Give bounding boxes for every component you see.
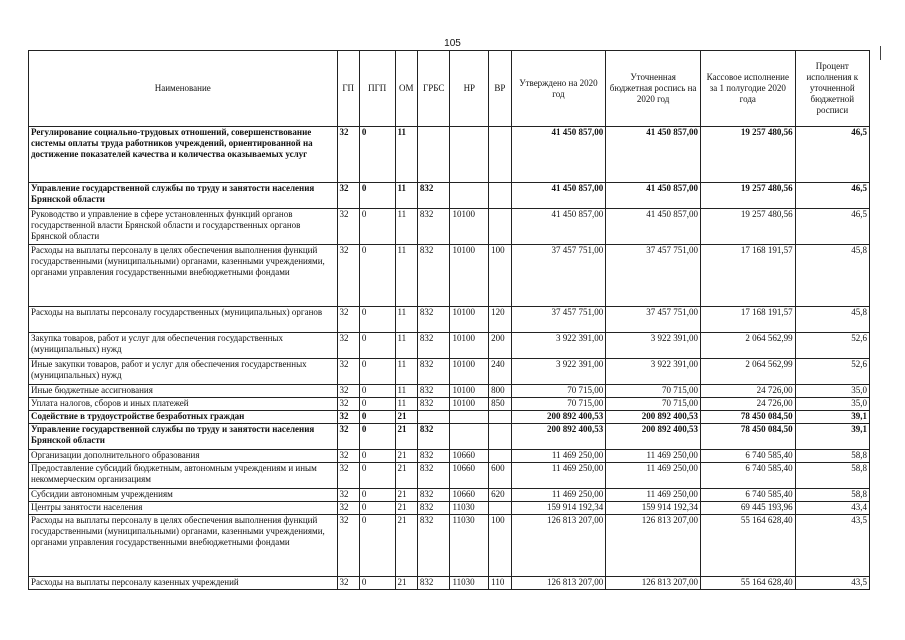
cell-cash: 24 726,00	[700, 398, 795, 411]
table-row	[29, 183, 870, 209]
cell-approved: 3 922 391,00	[511, 333, 606, 359]
cell-nr: 11030	[450, 577, 489, 590]
cell-grbs: 832	[417, 424, 450, 450]
cell-ppgp: 0	[359, 127, 395, 183]
cell-ppgp: 0	[359, 385, 395, 398]
cell-om: 11	[395, 183, 417, 209]
cell-approved: 70 715,00	[511, 385, 606, 398]
cell-refined: 126 813 207,00	[606, 577, 701, 590]
cell-approved: 200 892 400,53	[511, 411, 606, 424]
cell-grbs: 832	[417, 333, 450, 359]
cell-om: 11	[395, 209, 417, 245]
cell-percent: 58,8	[795, 463, 869, 489]
table-row	[29, 385, 870, 398]
header-name: Наименование	[29, 51, 338, 127]
table-row	[29, 398, 870, 411]
cell-nr: 10660	[450, 489, 489, 502]
cell-name: Субсидии автономным учреждениям	[29, 489, 338, 502]
page-number: 105	[444, 38, 461, 49]
cell-gp: 32	[337, 385, 359, 398]
cell-om: 11	[395, 398, 417, 411]
cell-gp: 32	[337, 424, 359, 450]
cell-nr: 10660	[450, 450, 489, 463]
cell-ppgp: 0	[359, 463, 395, 489]
cell-percent: 35,0	[795, 385, 869, 398]
cell-percent: 35,0	[795, 398, 869, 411]
cell-vr: 100	[489, 515, 511, 577]
table-row	[29, 463, 870, 489]
header-cash: Кассовое исполнение за 1 полугодие 2020 года	[700, 51, 795, 127]
cell-percent: 43,5	[795, 577, 869, 590]
cell-gp: 32	[337, 245, 359, 307]
cell-gp: 32	[337, 489, 359, 502]
cell-refined: 41 450 857,00	[606, 127, 701, 183]
cell-vr	[489, 183, 511, 209]
cell-grbs: 832	[417, 515, 450, 577]
cell-ppgp: 0	[359, 183, 395, 209]
cell-vr	[489, 502, 511, 515]
cell-grbs	[417, 127, 450, 183]
cell-cash: 69 445 193,96	[700, 502, 795, 515]
table-row	[29, 577, 870, 590]
cell-name: Руководство и управление в сфере установленных функций органов государственной власти Брянской области и государственных органов Брянской области	[29, 209, 338, 245]
cell-cash: 2 064 562,99	[700, 359, 795, 385]
cell-refined: 70 715,00	[606, 398, 701, 411]
cell-percent: 39,1	[795, 424, 869, 450]
cell-grbs: 832	[417, 577, 450, 590]
cell-cash: 78 450 084,50	[700, 411, 795, 424]
cell-percent: 52,6	[795, 333, 869, 359]
cell-cash: 19 257 480,56	[700, 183, 795, 209]
table-row	[29, 489, 870, 502]
cell-name: Управление государственной службы по труду и занятости населения Брянской области	[29, 183, 338, 209]
cell-nr: 10100	[450, 398, 489, 411]
cell-gp: 32	[337, 183, 359, 209]
cell-nr	[450, 411, 489, 424]
cell-nr: 10100	[450, 359, 489, 385]
cell-refined: 3 922 391,00	[606, 333, 701, 359]
header-vr: ВР	[489, 51, 511, 127]
cell-grbs: 832	[417, 359, 450, 385]
cell-percent: 45,8	[795, 307, 869, 333]
cell-nr	[450, 183, 489, 209]
cell-percent: 58,8	[795, 450, 869, 463]
cell-approved: 41 450 857,00	[511, 127, 606, 183]
cell-cash: 19 257 480,56	[700, 127, 795, 183]
cell-percent: 39,1	[795, 411, 869, 424]
cell-name: Иные закупки товаров, работ и услуг для обеспечения государственных (муниципальных) нужд	[29, 359, 338, 385]
table-body	[29, 127, 870, 590]
cell-name: Предоставление субсидий бюджетным, автономным учреждениям и иным некоммерческим организациям	[29, 463, 338, 489]
header-refined: Уточненная бюджетная роспись на 2020 год	[606, 51, 701, 127]
cell-gp: 32	[337, 307, 359, 333]
cell-refined: 41 450 857,00	[606, 209, 701, 245]
header-gp: ГП	[337, 51, 359, 127]
cell-vr	[489, 209, 511, 245]
cell-vr	[489, 127, 511, 183]
cell-grbs: 832	[417, 450, 450, 463]
cell-nr: 11030	[450, 502, 489, 515]
cell-gp: 32	[337, 502, 359, 515]
cell-vr: 850	[489, 398, 511, 411]
table-row	[29, 424, 870, 450]
cell-refined: 11 469 250,00	[606, 489, 701, 502]
cell-cash: 19 257 480,56	[700, 209, 795, 245]
cell-vr: 120	[489, 307, 511, 333]
cell-om: 21	[395, 424, 417, 450]
cell-name: Регулирование социально-трудовых отношений, совершенствование системы оплаты труда работников учреждений, ориентированной на достижение показателей качества и количества оказываемых услуг	[29, 127, 338, 183]
cell-om: 11	[395, 245, 417, 307]
cell-grbs: 832	[417, 209, 450, 245]
cell-refined: 37 457 751,00	[606, 307, 701, 333]
cell-vr: 200	[489, 333, 511, 359]
cell-grbs: 832	[417, 183, 450, 209]
cell-cash: 17 168 191,57	[700, 245, 795, 307]
cell-approved: 11 469 250,00	[511, 489, 606, 502]
cell-om: 21	[395, 515, 417, 577]
table-row	[29, 450, 870, 463]
cell-refined: 41 450 857,00	[606, 183, 701, 209]
cell-refined: 70 715,00	[606, 385, 701, 398]
cell-refined: 159 914 192,34	[606, 502, 701, 515]
cell-approved: 126 813 207,00	[511, 515, 606, 577]
cell-refined: 37 457 751,00	[606, 245, 701, 307]
cell-vr: 600	[489, 463, 511, 489]
cell-percent: 43,4	[795, 502, 869, 515]
cell-name: Расходы на выплаты персоналу в целях обеспечения выполнения функций государственными (муниципальными) органами, казенными учреждениями, органами управления государственными внебюджетными фондами	[29, 245, 338, 307]
cell-name: Расходы на выплаты персоналу государственных (муниципальных) органов	[29, 307, 338, 333]
cell-ppgp: 0	[359, 450, 395, 463]
cell-vr: 240	[489, 359, 511, 385]
cell-cash: 6 740 585,40	[700, 450, 795, 463]
cell-approved: 37 457 751,00	[511, 245, 606, 307]
cell-om: 11	[395, 333, 417, 359]
cell-name: Организации дополнительного образования	[29, 450, 338, 463]
cell-nr: 11030	[450, 515, 489, 577]
cell-cash: 6 740 585,40	[700, 463, 795, 489]
table-row	[29, 209, 870, 245]
cell-cash: 17 168 191,57	[700, 307, 795, 333]
cell-ppgp: 0	[359, 424, 395, 450]
cell-om: 21	[395, 489, 417, 502]
cell-name: Расходы на выплаты персоналу в целях обеспечения выполнения функций государственными (муниципальными) органами, казенными учреждениями, органами управления государственными внебюджетными фондами	[29, 515, 338, 577]
cell-gp: 32	[337, 398, 359, 411]
cell-refined: 126 813 207,00	[606, 515, 701, 577]
cell-vr	[489, 411, 511, 424]
cell-ppgp: 0	[359, 502, 395, 515]
cell-nr: 10100	[450, 385, 489, 398]
cell-nr: 10100	[450, 245, 489, 307]
table-row	[29, 307, 870, 333]
cell-vr: 620	[489, 489, 511, 502]
cell-ppgp: 0	[359, 307, 395, 333]
cell-name: Закупка товаров, работ и услуг для обеспечения государственных (муниципальных) нужд	[29, 333, 338, 359]
header-approved: Утверждено на 2020 год	[511, 51, 606, 127]
header-nr: НР	[450, 51, 489, 127]
cell-gp: 32	[337, 333, 359, 359]
cell-nr: 10660	[450, 463, 489, 489]
cell-name: Уплата налогов, сборов и иных платежей	[29, 398, 338, 411]
cell-grbs: 832	[417, 245, 450, 307]
cell-cash: 2 064 562,99	[700, 333, 795, 359]
table-row	[29, 502, 870, 515]
cell-ppgp: 0	[359, 398, 395, 411]
header-om: ОМ	[395, 51, 417, 127]
table-header-row	[29, 51, 870, 127]
margin-mark	[880, 46, 881, 60]
cell-percent: 46,5	[795, 209, 869, 245]
cell-name: Управление государственной службы по труду и занятости населения Брянской области	[29, 424, 338, 450]
cell-approved: 41 450 857,00	[511, 183, 606, 209]
cell-ppgp: 0	[359, 577, 395, 590]
cell-vr	[489, 450, 511, 463]
cell-approved: 3 922 391,00	[511, 359, 606, 385]
cell-vr: 800	[489, 385, 511, 398]
table-row	[29, 333, 870, 359]
cell-gp: 32	[337, 359, 359, 385]
cell-nr	[450, 127, 489, 183]
cell-vr: 100	[489, 245, 511, 307]
cell-refined: 3 922 391,00	[606, 359, 701, 385]
cell-refined: 200 892 400,53	[606, 411, 701, 424]
cell-refined: 200 892 400,53	[606, 424, 701, 450]
cell-percent: 58,8	[795, 489, 869, 502]
cell-approved: 41 450 857,00	[511, 209, 606, 245]
header-ppgp: ПГП	[359, 51, 395, 127]
cell-grbs: 832	[417, 489, 450, 502]
cell-approved: 37 457 751,00	[511, 307, 606, 333]
cell-ppgp: 0	[359, 489, 395, 502]
cell-ppgp: 0	[359, 245, 395, 307]
cell-name: Содействие в трудоустройстве безработных граждан	[29, 411, 338, 424]
cell-vr: 110	[489, 577, 511, 590]
cell-gp: 32	[337, 450, 359, 463]
cell-approved: 159 914 192,34	[511, 502, 606, 515]
cell-ppgp: 0	[359, 359, 395, 385]
cell-om: 11	[395, 385, 417, 398]
cell-gp: 32	[337, 577, 359, 590]
cell-om: 21	[395, 463, 417, 489]
cell-vr	[489, 424, 511, 450]
cell-percent: 46,5	[795, 183, 869, 209]
cell-percent: 45,8	[795, 245, 869, 307]
cell-name: Центры занятости населения	[29, 502, 338, 515]
cell-om: 21	[395, 577, 417, 590]
cell-ppgp: 0	[359, 209, 395, 245]
cell-gp: 32	[337, 411, 359, 424]
cell-approved: 11 469 250,00	[511, 463, 606, 489]
table-row	[29, 411, 870, 424]
cell-ppgp: 0	[359, 515, 395, 577]
table-row	[29, 515, 870, 577]
cell-gp: 32	[337, 209, 359, 245]
cell-percent: 46,5	[795, 127, 869, 183]
cell-ppgp: 0	[359, 333, 395, 359]
cell-om: 21	[395, 502, 417, 515]
cell-name: Расходы на выплаты персоналу казенных учреждений	[29, 577, 338, 590]
cell-om: 21	[395, 450, 417, 463]
cell-cash: 55 164 628,40	[700, 577, 795, 590]
cell-grbs: 832	[417, 398, 450, 411]
cell-gp: 32	[337, 515, 359, 577]
cell-gp: 32	[337, 127, 359, 183]
table-row	[29, 359, 870, 385]
table-row	[29, 245, 870, 307]
budget-table	[28, 50, 870, 590]
cell-grbs	[417, 411, 450, 424]
cell-approved: 200 892 400,53	[511, 424, 606, 450]
cell-om: 11	[395, 307, 417, 333]
table-row	[29, 127, 870, 183]
cell-om: 11	[395, 359, 417, 385]
cell-percent: 43,5	[795, 515, 869, 577]
cell-ppgp: 0	[359, 411, 395, 424]
cell-approved: 70 715,00	[511, 398, 606, 411]
cell-grbs: 832	[417, 502, 450, 515]
cell-nr: 10100	[450, 333, 489, 359]
cell-grbs: 832	[417, 307, 450, 333]
cell-nr	[450, 424, 489, 450]
cell-refined: 11 469 250,00	[606, 463, 701, 489]
cell-approved: 11 469 250,00	[511, 450, 606, 463]
cell-grbs: 832	[417, 385, 450, 398]
cell-refined: 11 469 250,00	[606, 450, 701, 463]
cell-om: 21	[395, 411, 417, 424]
cell-nr: 10100	[450, 209, 489, 245]
cell-percent: 52,6	[795, 359, 869, 385]
header-percent: Процент исполнения к уточненной бюджетной росписи	[795, 51, 869, 127]
cell-grbs: 832	[417, 463, 450, 489]
cell-cash: 6 740 585,40	[700, 489, 795, 502]
header-grbs: ГРБС	[417, 51, 450, 127]
cell-approved: 126 813 207,00	[511, 577, 606, 590]
cell-cash: 78 450 084,50	[700, 424, 795, 450]
cell-cash: 55 164 628,40	[700, 515, 795, 577]
cell-cash: 24 726,00	[700, 385, 795, 398]
cell-gp: 32	[337, 463, 359, 489]
cell-om: 11	[395, 127, 417, 183]
cell-nr: 10100	[450, 307, 489, 333]
cell-name: Иные бюджетные ассигнования	[29, 385, 338, 398]
